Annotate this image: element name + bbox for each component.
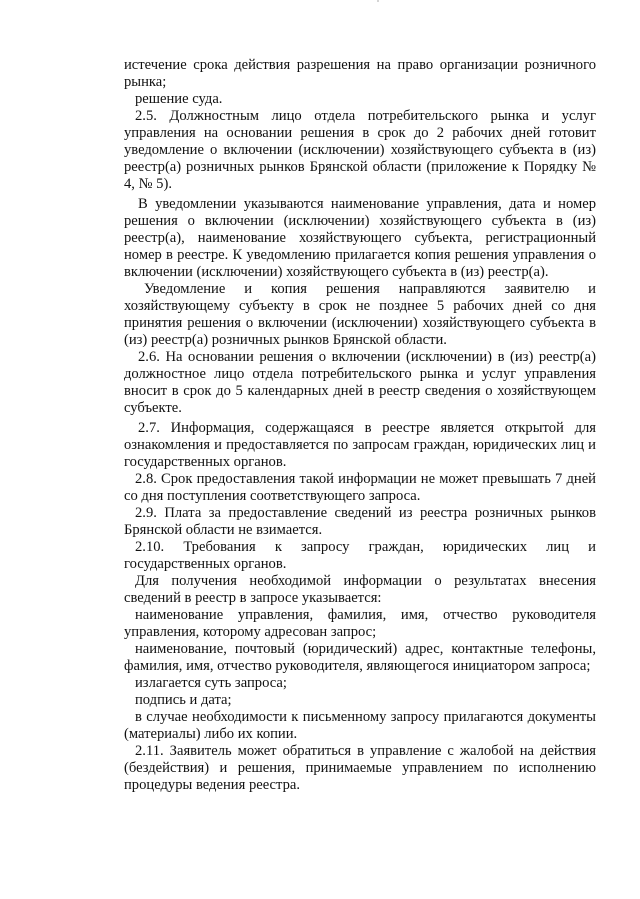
paragraph-2-10: 2.10. Требования к запросу граждан, юридических лиц и государственных органов. xyxy=(124,539,596,572)
list-item-addressee: наименование управления, фамилия, имя, отчество руководителя управления, которому адресован запрос; xyxy=(124,607,596,640)
list-item-initiator: наименование, почтовый (юридический) адрес, контактные телефоны, фамилия, имя, отчество руководителя, являющегося инициатором запроса; xyxy=(124,641,596,674)
paragraph-2-11: 2.11. Заявитель может обратиться в управление с жалобой на действия (бездействия) и решения, принимаемые управлением по исполнению процедуры ведения реестра. xyxy=(124,743,596,793)
paragraph-2-9: 2.9. Плата за предоставление сведений из реестра розничных рынков Брянской области не взимается. xyxy=(124,505,596,538)
paragraph-permit-expiry: истечение срока действия разрешения на право организации розничного рынка; xyxy=(124,57,596,90)
paragraph-2-8: 2.8. Срок предоставления такой информации не может превышать 7 дней со дня поступления соответствующего запроса. xyxy=(124,471,596,504)
paragraph-2-7: 2.7. Информация, содержащаяся в реестре является открытой для ознакомления и предоставляется по запросам граждан, юридических лиц и государственных органов. xyxy=(124,420,596,470)
paragraph-request-info: Для получения необходимой информации о результатах внесения сведений в реестр в запросе указывается: xyxy=(124,573,596,606)
paragraph-2-6: 2.6. На основании решения о включении (исключении) в (из) реестр(а) должностное лицо отдела потребительского рынка и услуг управления вносит в срок до 5 календарных дней в реестр сведения о хозяйствующем субъекте. xyxy=(124,349,596,416)
scan-speck xyxy=(377,0,379,2)
paragraph-2-5: 2.5. Должностным лицо отдела потребительского рынка и услуг управления на основании решения в срок до 2 рабочих дней готовит уведомление о включении (исключении) хозяйствующего субъекта в (из) реестр(а) розничных рынков Брянской области (приложение к Порядку № 4, № 5). xyxy=(124,108,596,192)
list-item-attachments: в случае необходимости к письменному запросу прилагаются документы (материалы) либо их копии. xyxy=(124,709,596,742)
list-item-signature-date: подпись и дата; xyxy=(135,692,232,708)
paragraph-notification-delivery: Уведомление и копия решения направляются заявителю и хозяйствующему субъекту в срок не позднее 5 рабочих дней со дня принятия решения о включении (исключении) хозяйствующего субъекта в (из) реестр(а) розничных рынков Брянской области. xyxy=(124,281,596,348)
paragraph-court-decision: решение суда. xyxy=(135,91,223,107)
document-page xyxy=(124,57,596,794)
paragraph-notification-contents: В уведомлении указываются наименование управления, дата и номер решения о включении (исключении) хозяйствующего субъекта в (из) реестр(а), наименование хозяйствующего субъекта, регистрационный номер в реестре. К уведомлению прилагается копия решения управления о включении (исключении) хозяйствующего субъекта в (из) реестр(а). xyxy=(124,196,596,280)
list-item-request-essence: излагается суть запроса; xyxy=(135,675,287,691)
